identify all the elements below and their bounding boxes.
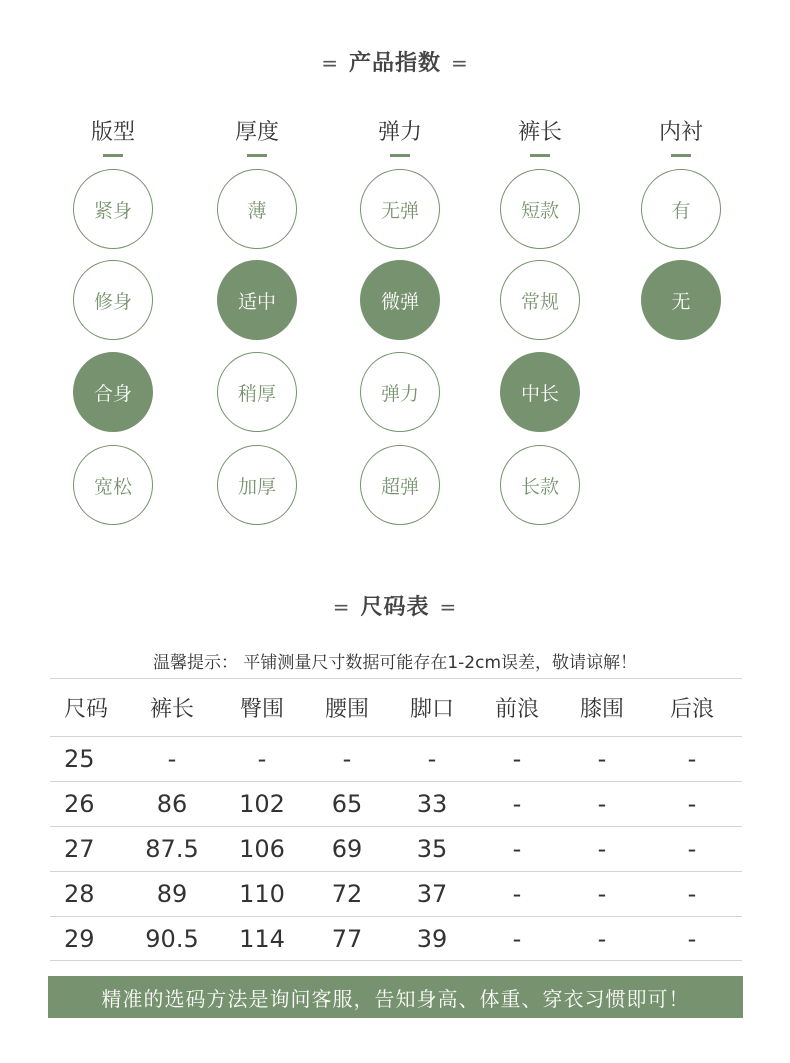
index-column-header — [63, 115, 163, 157]
table-header-cell: 腰围 — [324, 697, 369, 722]
index-option: 稍厚 — [217, 352, 297, 432]
table-cell: 72 — [331, 880, 363, 908]
index-column-header-label: 厚度 — [234, 120, 279, 145]
product-index-title-text: 产品指数 — [348, 51, 441, 76]
index-column-header — [207, 115, 307, 157]
table-cell: - — [687, 880, 697, 908]
table-cell: - — [342, 745, 352, 773]
footer-banner: 精准的选码方法是询问客服，告知身高、体重、穿衣习惯即可！ — [48, 976, 743, 1018]
index-option: 弹力 — [360, 352, 440, 432]
index-column-header-label: 裤长 — [517, 120, 562, 145]
table-cell: 33 — [416, 790, 448, 818]
index-column-header — [490, 115, 590, 157]
header-underline — [103, 154, 123, 157]
table-cell: 89 — [156, 880, 188, 908]
table-cell: - — [512, 835, 522, 863]
index-column-header — [350, 115, 450, 157]
table-cell: - — [597, 924, 607, 953]
table-cell: - — [597, 790, 607, 818]
title-decoration-right: = — [451, 51, 469, 75]
table-cell: 39 — [416, 924, 448, 953]
header-underline — [530, 154, 550, 157]
table-cell: - — [687, 790, 697, 818]
index-option: 紧身 — [73, 169, 153, 249]
header-underline — [390, 154, 410, 157]
table-cell: - — [597, 745, 607, 773]
table-cell: - — [512, 924, 522, 953]
table-cell: 28 — [64, 880, 95, 908]
index-option: 修身 — [73, 260, 153, 340]
table-cell: - — [512, 880, 522, 908]
header-underline — [247, 154, 267, 157]
table-cell: - — [597, 880, 607, 908]
size-table — [50, 678, 742, 961]
table-header-cell: 臀围 — [239, 697, 284, 722]
index-option-selected: 无 — [641, 260, 721, 340]
table-cell: 114 — [239, 924, 285, 953]
table-row — [50, 826, 742, 871]
table-cell: 77 — [331, 924, 363, 953]
title-decoration-right: = — [439, 595, 458, 619]
table-header-cell: 尺码 — [64, 697, 109, 722]
table-cell: 110 — [239, 880, 285, 908]
table-header-cell: 前浪 — [494, 697, 539, 722]
table-cell: - — [512, 790, 522, 818]
table-cell: - — [427, 745, 437, 773]
table-header-cell: 裤长 — [149, 697, 194, 722]
table-row — [50, 871, 742, 916]
size-chart-title — [0, 590, 790, 621]
index-column-header-label: 内衬 — [658, 120, 703, 145]
table-cell: - — [687, 924, 697, 953]
index-option: 宽松 — [73, 445, 153, 525]
table-row — [50, 916, 742, 961]
table-cell: 29 — [64, 924, 95, 953]
index-option: 无弹 — [360, 169, 440, 249]
title-decoration-left: = — [321, 51, 339, 75]
size-chart-title-text: 尺码表 — [360, 595, 430, 620]
index-option-selected: 中长 — [500, 352, 580, 432]
table-cell: 35 — [416, 835, 448, 863]
index-column-header-label: 弹力 — [377, 120, 422, 145]
index-column-header — [631, 115, 731, 157]
index-option: 常规 — [500, 260, 580, 340]
table-header-row — [50, 678, 742, 736]
index-option: 有 — [641, 169, 721, 249]
measurement-notice: 温馨提示： 平铺测量尺寸数据可能存在1-2cm误差，敬请谅解！ — [152, 653, 638, 673]
index-option: 薄 — [217, 169, 297, 249]
table-cell: 102 — [239, 790, 285, 818]
table-cell: - — [257, 745, 267, 773]
table-cell: - — [687, 745, 697, 773]
index-column-header-label: 版型 — [90, 120, 135, 145]
index-option-selected: 合身 — [73, 352, 153, 432]
index-option-selected: 适中 — [217, 260, 297, 340]
table-cell: - — [167, 745, 177, 773]
index-option: 长款 — [500, 445, 580, 525]
table-cell: 87.5 — [145, 835, 199, 863]
index-option: 加厚 — [217, 445, 297, 525]
table-cell: - — [687, 835, 697, 863]
table-cell: 106 — [239, 835, 285, 863]
table-row — [50, 736, 742, 781]
table-header-cell: 脚口 — [409, 697, 454, 722]
table-cell: - — [597, 835, 607, 863]
table-cell: - — [512, 745, 522, 773]
table-header-cell: 膝围 — [579, 697, 624, 722]
table-cell: 65 — [331, 790, 363, 818]
table-cell: 37 — [416, 880, 448, 908]
table-row — [50, 781, 742, 826]
index-option-selected: 微弹 — [360, 260, 440, 340]
table-cell: 26 — [64, 790, 95, 818]
table-cell: 86 — [156, 790, 188, 818]
index-option: 短款 — [500, 169, 580, 249]
table-cell: 25 — [64, 745, 95, 773]
index-option: 超弹 — [360, 445, 440, 525]
header-underline — [671, 154, 691, 157]
table-header-cell: 后浪 — [669, 697, 714, 722]
title-decoration-left: = — [332, 595, 351, 619]
table-cell: 90.5 — [145, 924, 199, 953]
table-cell: 69 — [331, 835, 363, 863]
table-cell: 27 — [64, 835, 95, 863]
